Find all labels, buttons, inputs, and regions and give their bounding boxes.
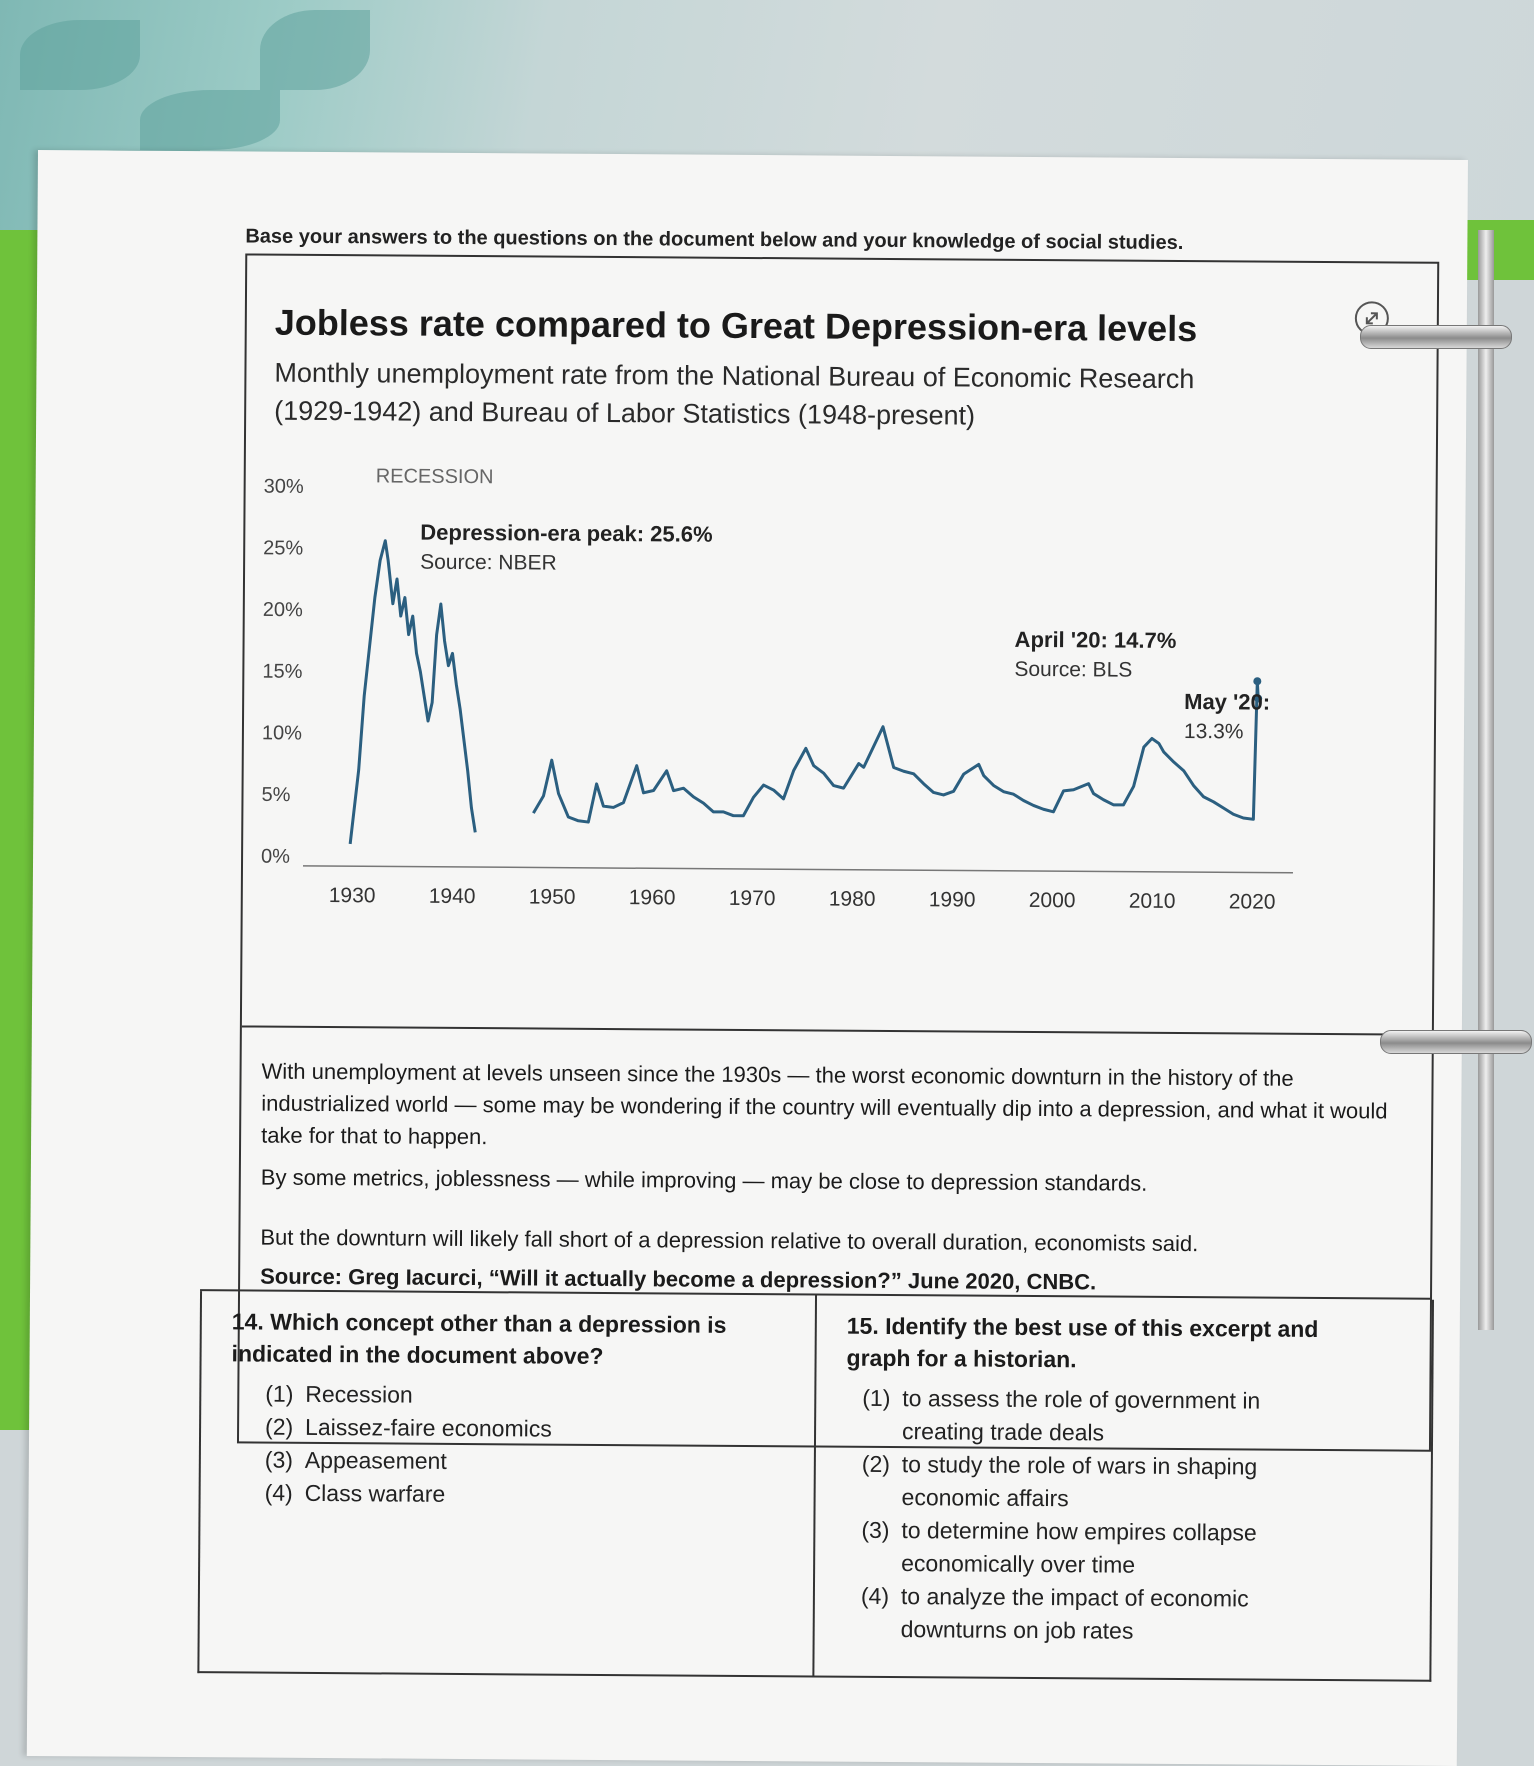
unemployment-chart bbox=[242, 445, 1436, 1013]
excerpt-paragraph-2: By some metrics, joblessness — while improving — may be close to depression standards. bbox=[260, 1164, 1148, 1196]
x-tick-label: 1930 bbox=[328, 884, 376, 908]
y-tick-label: 5% bbox=[261, 783, 291, 807]
legend-recession: RECESSION bbox=[375, 465, 494, 489]
annotation-april: April '20: 14.7% bbox=[1014, 626, 1177, 653]
y-tick-label: 0% bbox=[260, 845, 291, 868]
x-tick-label: 1940 bbox=[428, 884, 476, 909]
x-tick-label: 1990 bbox=[928, 888, 976, 912]
questions-row bbox=[197, 1289, 1430, 1680]
option-text: Recession bbox=[305, 1380, 413, 1408]
worksheet-page bbox=[27, 150, 1468, 1766]
x-axis bbox=[303, 866, 1293, 873]
y-tick-label: 25% bbox=[263, 537, 304, 560]
series-line-nber bbox=[350, 541, 477, 845]
annotation-peak-source: Source: NBER bbox=[420, 550, 557, 575]
option-text: to assess the role of government in creating trade deals bbox=[901, 1385, 1261, 1446]
option-3[interactable] bbox=[861, 1514, 1341, 1583]
x-tick-label: 2010 bbox=[1128, 889, 1176, 913]
annotation-may-value: 13.3% bbox=[1183, 720, 1244, 744]
y-tick-label: 30% bbox=[263, 475, 304, 498]
binder-ring-post bbox=[1478, 230, 1494, 1330]
document-box bbox=[231, 253, 1439, 1644]
excerpt-paragraph-1: With unemployment at levels unseen since the 1930s — the worst economic downturn in the history of the industrialized world — some may be wondering if the country will eventually dip into a depression, and what it would take for that to happen. bbox=[261, 1058, 1388, 1150]
leaf-pattern bbox=[140, 90, 280, 150]
question-14-options bbox=[265, 1378, 726, 1513]
option-number: (4) bbox=[264, 1479, 293, 1506]
question-14-stem: 14. Which concept other than a depression is indicated in the document above? bbox=[231, 1308, 727, 1369]
leaf-pattern bbox=[20, 20, 140, 90]
x-tick-label: 1980 bbox=[828, 887, 876, 911]
binder-ring-middle bbox=[1380, 1030, 1532, 1054]
excerpt-paragraph-3: But the downturn will likely fall short of a depression relative to overall duration, economists said. bbox=[260, 1224, 1199, 1257]
option-number: (3) bbox=[264, 1446, 294, 1473]
option-text: to study the role of wars in shaping economic affairs bbox=[901, 1451, 1258, 1512]
option-4[interactable] bbox=[861, 1580, 1341, 1649]
option-3[interactable] bbox=[265, 1444, 725, 1480]
option-number: (4) bbox=[860, 1582, 890, 1609]
leaf-pattern bbox=[260, 10, 370, 90]
option-2[interactable] bbox=[265, 1411, 725, 1447]
option-number: (1) bbox=[265, 1380, 294, 1407]
chart-subtitle: Monthly unemployment rate from the National Bureau of Economic Research (1929-1942) and Bureau of Labor Statistics (1948-present) bbox=[274, 357, 1195, 431]
binder-ring-top bbox=[1360, 325, 1512, 349]
y-tick-label: 20% bbox=[262, 598, 303, 622]
annotation-may: May '20: bbox=[1184, 689, 1271, 715]
x-tick-label: 2020 bbox=[1228, 890, 1276, 914]
x-tick-label: 2000 bbox=[1028, 888, 1076, 913]
question-15-stem: 15. Identify the best use of this excerpt and graph for a historian. bbox=[846, 1312, 1319, 1373]
option-text: to determine how empires collapse economically over time bbox=[901, 1517, 1257, 1578]
chart-title: Jobless rate compared to Great Depression-era levels bbox=[274, 301, 1198, 350]
excerpt-source: Source: Greg Iacurci, “Will it actually become a depression?” June 2020, CNBC. bbox=[260, 1263, 1097, 1295]
option-4[interactable] bbox=[265, 1477, 725, 1513]
option-number: (2) bbox=[861, 1450, 891, 1477]
question-15-options bbox=[861, 1382, 1343, 1649]
option-text: Laissez-faire economics bbox=[305, 1413, 552, 1442]
annotation-april-source: Source: BLS bbox=[1014, 657, 1133, 682]
option-number: (1) bbox=[862, 1384, 891, 1411]
option-number: (3) bbox=[861, 1516, 890, 1543]
option-text: to analyze the impact of economic downturns on job rates bbox=[900, 1583, 1249, 1644]
x-tick-label: 1970 bbox=[728, 886, 776, 911]
y-tick-label: 10% bbox=[261, 722, 303, 745]
option-text: Appeasement bbox=[304, 1446, 447, 1474]
x-tick-label: 1950 bbox=[528, 885, 576, 909]
question-15 bbox=[812, 1295, 1434, 1681]
option-2[interactable] bbox=[861, 1448, 1341, 1517]
option-number: (2) bbox=[265, 1413, 294, 1440]
option-1[interactable] bbox=[862, 1382, 1342, 1451]
chart-panel bbox=[242, 255, 1437, 1035]
instructions: Base your answers to the questions on the document below and your knowledge of social studies. bbox=[245, 225, 1184, 254]
april-2020-point bbox=[1253, 677, 1261, 685]
option-text: Class warfare bbox=[304, 1479, 446, 1507]
excerpt bbox=[240, 1027, 1432, 1295]
series-line-bls bbox=[533, 676, 1258, 827]
annotation-peak: Depression-era peak: 25.6% bbox=[420, 519, 713, 547]
x-tick-label: 1960 bbox=[628, 886, 676, 910]
option-1[interactable] bbox=[265, 1378, 725, 1414]
question-14 bbox=[197, 1291, 817, 1677]
y-tick-label: 15% bbox=[262, 660, 303, 683]
